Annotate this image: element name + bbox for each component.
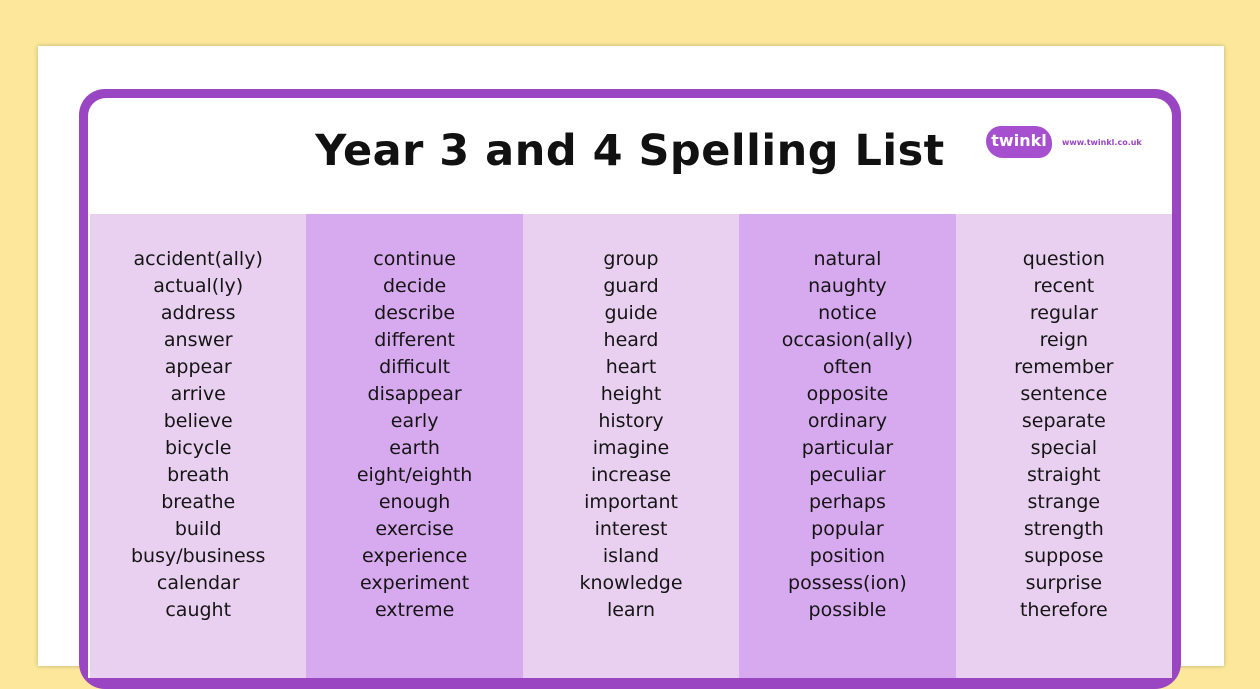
spelling-word: caught bbox=[165, 599, 232, 621]
spelling-word: regular bbox=[1029, 302, 1098, 324]
spelling-word: island bbox=[602, 545, 660, 567]
spelling-word: guide bbox=[604, 302, 658, 324]
spelling-word: exercise bbox=[375, 518, 454, 540]
spelling-word: possess(ion) bbox=[788, 572, 907, 594]
word-column-5 bbox=[956, 214, 1172, 678]
spelling-word: opposite bbox=[806, 383, 889, 405]
spelling-word: describe bbox=[374, 302, 456, 324]
spelling-word: strength bbox=[1023, 518, 1104, 540]
spelling-word: perhaps bbox=[808, 491, 886, 513]
spelling-word: believe bbox=[163, 410, 233, 432]
spelling-word: reign bbox=[1039, 329, 1089, 351]
spelling-word: answer bbox=[163, 329, 233, 351]
spelling-word: popular bbox=[811, 518, 884, 540]
spelling-word: naughty bbox=[808, 275, 887, 297]
spelling-word: important bbox=[584, 491, 678, 513]
twinkl-logo[interactable]: twinkl bbox=[986, 126, 1052, 158]
spelling-word: eight/eighth bbox=[356, 464, 473, 486]
spelling-word: often bbox=[822, 356, 872, 378]
spelling-word: separate bbox=[1021, 410, 1106, 432]
spelling-word: height bbox=[600, 383, 662, 405]
spelling-word: address bbox=[160, 302, 236, 324]
spelling-word: group bbox=[603, 248, 659, 270]
spelling-word: continue bbox=[373, 248, 456, 270]
spelling-word: occasion(ally) bbox=[781, 329, 914, 351]
spelling-word: experiment bbox=[360, 572, 470, 594]
spelling-word: natural bbox=[813, 248, 882, 270]
spelling-word: heard bbox=[603, 329, 659, 351]
spelling-word: build bbox=[174, 518, 222, 540]
spelling-word: difficult bbox=[379, 356, 451, 378]
page-title: Year 3 and 4 Spelling List bbox=[315, 126, 945, 176]
spelling-word: experience bbox=[361, 545, 468, 567]
word-column-4 bbox=[739, 214, 955, 678]
spelling-word: calendar bbox=[156, 572, 240, 594]
spelling-word: history bbox=[598, 410, 664, 432]
spelling-word: heart bbox=[605, 356, 657, 378]
spelling-word: notice bbox=[818, 302, 877, 324]
word-columns bbox=[90, 214, 1172, 678]
spelling-word: remember bbox=[1014, 356, 1114, 378]
spelling-word: strange bbox=[1027, 491, 1101, 513]
spelling-word: early bbox=[390, 410, 439, 432]
spelling-word: peculiar bbox=[809, 464, 886, 486]
spelling-word: therefore bbox=[1019, 599, 1108, 621]
spelling-word: disappear bbox=[367, 383, 462, 405]
spelling-word: recent bbox=[1033, 275, 1095, 297]
spelling-word: different bbox=[374, 329, 455, 351]
spelling-word: increase bbox=[590, 464, 672, 486]
spelling-word: knowledge bbox=[579, 572, 683, 594]
spelling-word: possible bbox=[808, 599, 887, 621]
spelling-word: surprise bbox=[1025, 572, 1103, 594]
spelling-word: position bbox=[809, 545, 886, 567]
word-column-3 bbox=[523, 214, 739, 678]
spelling-word: imagine bbox=[592, 437, 670, 459]
spelling-word: ordinary bbox=[807, 410, 888, 432]
spelling-word: learn bbox=[606, 599, 656, 621]
spelling-word: earth bbox=[389, 437, 440, 459]
spelling-word: extreme bbox=[374, 599, 455, 621]
spelling-word: accident(ally) bbox=[133, 248, 263, 270]
spelling-word: decide bbox=[382, 275, 447, 297]
spelling-word: question bbox=[1022, 248, 1105, 270]
spelling-list-panel bbox=[88, 98, 1172, 678]
spelling-word: arrive bbox=[170, 383, 226, 405]
spelling-word: particular bbox=[801, 437, 894, 459]
spelling-word: breathe bbox=[161, 491, 236, 513]
spelling-word: enough bbox=[378, 491, 451, 513]
spelling-word: actual(ly) bbox=[153, 275, 244, 297]
spelling-word: special bbox=[1030, 437, 1097, 459]
spelling-word: guard bbox=[603, 275, 659, 297]
spelling-word: suppose bbox=[1024, 545, 1104, 567]
spelling-word: bicycle bbox=[164, 437, 232, 459]
spelling-word: appear bbox=[164, 356, 232, 378]
spelling-word: busy/business bbox=[130, 545, 266, 567]
word-column-2 bbox=[306, 214, 522, 678]
spelling-word: sentence bbox=[1020, 383, 1108, 405]
spelling-word: straight bbox=[1027, 464, 1101, 486]
twinkl-url-link[interactable]: www.twinkl.co.uk bbox=[1062, 138, 1142, 147]
spelling-word: interest bbox=[594, 518, 668, 540]
word-column-1 bbox=[90, 214, 306, 678]
spelling-word: breath bbox=[167, 464, 230, 486]
